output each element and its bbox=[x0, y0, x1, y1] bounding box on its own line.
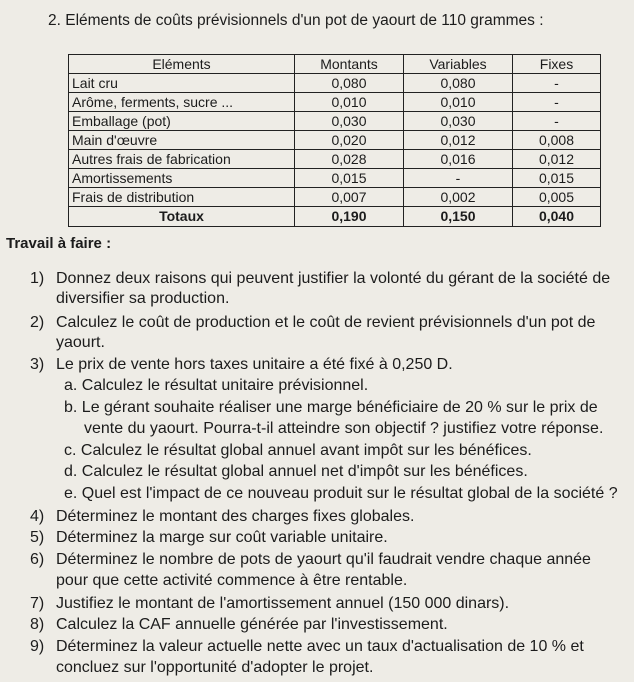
task-text: Le prix de vente hors taxes unitaire a été fixé à 0,250 D. bbox=[56, 356, 453, 373]
task-text: Donnez deux raisons qui peuvent justifier la volonté du gérant de la société de bbox=[56, 270, 611, 287]
cell-element: Arôme, ferments, sucre ... bbox=[69, 93, 295, 112]
cell-montant: 0,030 bbox=[295, 112, 404, 131]
task-text-cont: yaourt. bbox=[56, 334, 105, 351]
cost-table bbox=[68, 54, 601, 227]
cell-fixe: 0,015 bbox=[513, 169, 601, 188]
cell-montant: 0,015 bbox=[295, 169, 404, 188]
table-row bbox=[69, 74, 601, 93]
cell-element: Emballage (pot) bbox=[69, 112, 295, 131]
section-heading: 2. Eléments de coûts prévisionnels d'un pot de yaourt de 110 grammes : bbox=[48, 12, 544, 29]
task-number: 7) bbox=[30, 595, 45, 612]
task-text: Calculez le coût de production et le coût de revient prévisionnels d'un pot de bbox=[56, 314, 596, 331]
task-number: 6) bbox=[30, 551, 45, 568]
cell-fixe: - bbox=[513, 74, 601, 93]
task-text: Déterminez le nombre de pots de yaourt qu'il faudrait vendre chaque année bbox=[56, 551, 591, 568]
total-montant: 0,190 bbox=[295, 207, 404, 227]
table-row bbox=[69, 150, 601, 169]
task-text-cont: diversifier sa production. bbox=[56, 290, 230, 307]
cell-variable: 0,016 bbox=[404, 150, 513, 169]
cell-element: Lait cru bbox=[69, 74, 295, 93]
table-row bbox=[69, 112, 601, 131]
subtask-b-cont: vente du yaourt. Pourra-t-il atteindre son objectif ? justifiez votre réponse. bbox=[84, 420, 604, 437]
subtask-a: a. Calculez le résultat unitaire prévisionnel. bbox=[64, 377, 369, 394]
total-variable: 0,150 bbox=[404, 207, 513, 227]
table-row bbox=[69, 131, 601, 150]
task-number: 2) bbox=[30, 314, 45, 331]
cell-fixe: - bbox=[513, 93, 601, 112]
task-text: Déterminez la marge sur coût variable unitaire. bbox=[56, 529, 388, 546]
subtask-c: c. Calculez le résultat global annuel avant impôt sur les bénéfices. bbox=[64, 442, 532, 459]
task-text-cont: pour que cette activité commence à être rentable. bbox=[56, 572, 408, 589]
task-text: Déterminez le montant des charges fixes globales. bbox=[56, 508, 415, 525]
task-number: 4) bbox=[30, 508, 45, 525]
table-row bbox=[69, 188, 601, 207]
total-label: Totaux bbox=[69, 207, 295, 227]
task-number: 3) bbox=[30, 356, 45, 373]
cell-montant: 0,007 bbox=[295, 188, 404, 207]
task-number: 9) bbox=[30, 638, 45, 655]
cell-variable: - bbox=[404, 169, 513, 188]
cell-fixe: 0,012 bbox=[513, 150, 601, 169]
cell-montant: 0,080 bbox=[295, 74, 404, 93]
work-title: Travail à faire : bbox=[6, 235, 112, 252]
cell-variable: 0,030 bbox=[404, 112, 513, 131]
task-text: Justifiez le montant de l'amortissement annuel (150 000 dinars). bbox=[56, 595, 510, 612]
task-text: Déterminez la valeur actuelle nette avec un taux d'actualisation de 10 % et bbox=[56, 638, 584, 655]
task-text: Calculez la CAF annuelle générée par l'investissement. bbox=[56, 616, 448, 633]
task-text-cont: concluez sur l'opportunité d'adopter le projet. bbox=[56, 659, 374, 676]
task-number: 8) bbox=[30, 616, 45, 633]
header-montants: Montants bbox=[295, 55, 404, 74]
cell-element: Main d'œuvre bbox=[69, 131, 295, 150]
cell-variable: 0,012 bbox=[404, 131, 513, 150]
cell-element: Autres frais de fabrication bbox=[69, 150, 295, 169]
cell-fixe: 0,005 bbox=[513, 188, 601, 207]
table-total-row bbox=[69, 207, 601, 227]
cell-montant: 0,010 bbox=[295, 93, 404, 112]
header-elements: Eléments bbox=[69, 55, 295, 74]
subtask-e: e. Quel est l'impact de ce nouveau produit sur le résultat global de la société ? bbox=[64, 485, 618, 502]
task-number: 1) bbox=[30, 270, 45, 287]
header-variables: Variables bbox=[404, 55, 513, 74]
task-number: 5) bbox=[30, 529, 45, 546]
table-header-row bbox=[69, 55, 601, 74]
cell-variable: 0,010 bbox=[404, 93, 513, 112]
table-row bbox=[69, 93, 601, 112]
header-fixes: Fixes bbox=[513, 55, 601, 74]
cell-fixe: - bbox=[513, 112, 601, 131]
cell-element: Amortissements bbox=[69, 169, 295, 188]
cell-variable: 0,080 bbox=[404, 74, 513, 93]
total-fixe: 0,040 bbox=[513, 207, 601, 227]
cell-element: Frais de distribution bbox=[69, 188, 295, 207]
cell-montant: 0,020 bbox=[295, 131, 404, 150]
cell-variable: 0,002 bbox=[404, 188, 513, 207]
subtask-d: d. Calculez le résultat global annuel net d'impôt sur les bénéfices. bbox=[64, 463, 528, 480]
cell-fixe: 0,008 bbox=[513, 131, 601, 150]
cell-montant: 0,028 bbox=[295, 150, 404, 169]
subtask-b: b. Le gérant souhaite réaliser une marge bénéficiaire de 20 % sur le prix de bbox=[64, 399, 598, 416]
table-row bbox=[69, 169, 601, 188]
